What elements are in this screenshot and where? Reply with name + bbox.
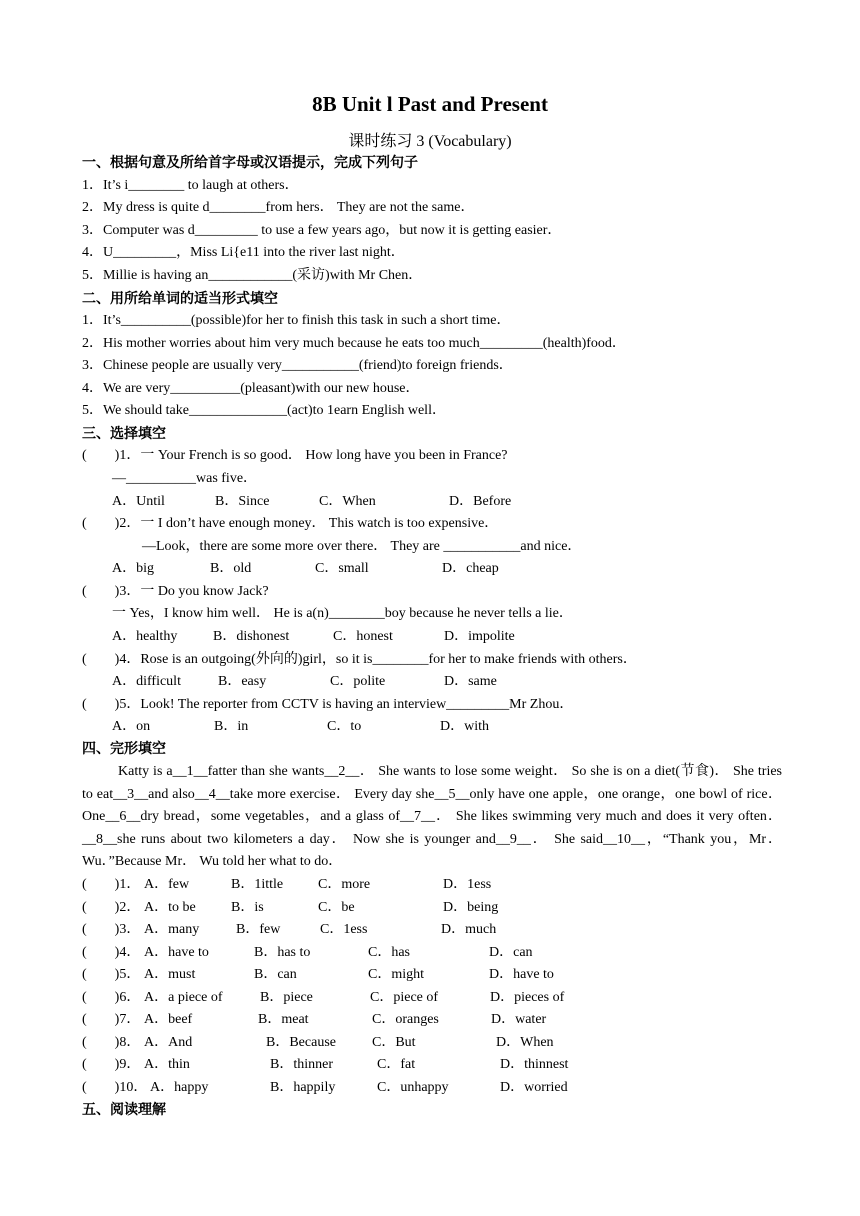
mc-option: A．healthy: [112, 629, 178, 644]
mc-option: D．impolite: [444, 629, 515, 644]
cloze-option: C．oranges: [372, 1012, 439, 1027]
cloze-option: B．Because: [266, 1035, 336, 1050]
cloze-option: A．beef: [144, 1012, 193, 1027]
page-subtitle: 课时练习 3 (Vocabulary): [348, 133, 512, 150]
s2-item: 4．We are very__________(pleasant)with our new house．: [82, 381, 420, 396]
cloze-option: A．happy: [150, 1080, 209, 1095]
mc-option: B．easy: [218, 674, 267, 689]
mc-question-line: —Look，there are some more over there． They are ___________and nice．: [142, 539, 582, 554]
cloze-option: D．thinnest: [500, 1057, 569, 1072]
s2-item: 5．We should take______________(act)to 1earn English well．: [82, 403, 446, 418]
cloze-option: C．fat: [377, 1057, 416, 1072]
cloze-option: D．can: [489, 945, 533, 960]
cloze-option: A．to be: [144, 900, 196, 915]
s1-item: 2．My dress is quite d________from hers． They are not the same．: [82, 200, 475, 215]
cloze-option: B．happily: [270, 1080, 336, 1095]
mc-option: C．polite: [330, 674, 386, 689]
s1-item: 3．Computer was d_________ to use a few years ago，but now it is getting easier．: [82, 223, 562, 238]
cloze-row-label: ( )4．: [82, 945, 141, 960]
cloze-option: B．1ittle: [231, 877, 284, 892]
mc-option: D．with: [440, 719, 489, 734]
mc-question-line: —__________was five．: [112, 471, 258, 486]
cloze-option: B．piece: [260, 990, 313, 1005]
cloze-option: D．have to: [489, 967, 554, 982]
cloze-row-label: ( )3．: [82, 922, 141, 937]
section2-heading: 二、用所给单词的适当形式填空: [82, 291, 278, 307]
cloze-row-label: ( )8．: [82, 1035, 141, 1050]
cloze-option: D．being: [443, 900, 499, 915]
section1-heading: 一、根据句意及所给首字母或汉语提示，完成下列句子: [82, 155, 418, 171]
mc-option: B．in: [214, 719, 249, 734]
cloze-option: A．thin: [144, 1057, 190, 1072]
mc-question: ( )4．Rose is an outgoing(外向的)girl，so it is________for her to make friends with others．: [82, 652, 637, 667]
cloze-option: C．piece of: [370, 990, 439, 1005]
s1-item: 5．Millie is having an____________(采访)with Mr Chen．: [82, 268, 423, 283]
cloze-option: D．pieces of: [490, 990, 565, 1005]
cloze-option: D．When: [496, 1035, 554, 1050]
page-title: 8B Unit l Past and Present: [312, 92, 548, 116]
cloze-row-label: ( )2．: [82, 900, 141, 915]
cloze-option: A．a piece of: [144, 990, 223, 1005]
cloze-option: C．has: [368, 945, 410, 960]
mc-option: D．same: [444, 674, 497, 689]
mc-option: B．old: [210, 561, 252, 576]
cloze-option: C．unhappy: [377, 1080, 449, 1095]
mc-option: A．difficult: [112, 674, 181, 689]
mc-option: A．on: [112, 719, 151, 734]
cloze-option: C．be: [318, 900, 355, 915]
mc-option: A．big: [112, 561, 154, 576]
mc-option: D．cheap: [442, 561, 499, 576]
cloze-option: A．must: [144, 967, 196, 982]
mc-option: C．honest: [333, 629, 393, 644]
mc-option: C．to: [327, 719, 362, 734]
mc-question: ( )5．Look! The reporter from CCTV is having an interview_________Mr Zhou．: [82, 697, 574, 712]
cloze-row-label: ( )10．: [82, 1080, 148, 1095]
s2-item: 2．His mother worries about him very much because he eats too much_________(health)food．: [82, 336, 626, 351]
s1-item: 4．U_________，Miss Li{e11 into the river last night．: [82, 245, 405, 260]
cloze-option: B．few: [236, 922, 281, 937]
cloze-option: C．But: [372, 1035, 416, 1050]
cloze-row-label: ( )7．: [82, 1012, 141, 1027]
cloze-option: B．meat: [258, 1012, 309, 1027]
mc-option: C．When: [319, 494, 376, 509]
mc-question: ( )2．一 I don’t have enough money． This watch is too expensive．: [82, 516, 499, 531]
s2-item: 3．Chinese people are usually very___________(friend)to foreign friends．: [82, 358, 513, 373]
cloze-passage: Katty is a__1__fatter than she wants__2__． She wants to lose some weight． So she is on a diet(节食)． She tries to eat__3__and also__4__take more exercise． Every day she__5__only have one apple，one orange，one bowl of rice． One__6__dry bread，some vegetables，and a glass of__7__． She likes swimming very much and does it very often．__8__she runs about two kilometers a day． Now she is younger and__9__． She said__10__，“Thank you，Mr． Wu．”Because Mr． Wu told her what to do．: [82, 764, 782, 869]
cloze-row-label: ( )9．: [82, 1057, 141, 1072]
section5-heading: 五、阅读理解: [82, 1102, 166, 1118]
cloze-option: C．might: [368, 967, 425, 982]
cloze-option: A．have to: [144, 945, 209, 960]
mc-option: C．small: [315, 561, 369, 576]
cloze-option: C．more: [318, 877, 371, 892]
cloze-option: A．And: [144, 1035, 193, 1050]
mc-question: ( )3．一 Do you know Jack?: [82, 584, 269, 599]
mc-option: A．Until: [112, 494, 165, 509]
section3-heading: 三、选择填空: [82, 426, 166, 442]
cloze-option: B．thinner: [270, 1057, 333, 1072]
s1-item: 1．It’s i________ to laugh at others．: [82, 178, 299, 193]
mc-question: ( )1．一 Your French is so good． How long have you been in France?: [82, 448, 508, 463]
cloze-option: B．is: [231, 900, 264, 915]
cloze-row-label: ( )5．: [82, 967, 141, 982]
section4-heading: 四、完形填空: [82, 741, 166, 757]
cloze-option: D．water: [491, 1012, 547, 1027]
cloze-option: C．1ess: [320, 922, 368, 937]
cloze-option: A．few: [144, 877, 190, 892]
cloze-row-label: ( )6．: [82, 990, 141, 1005]
cloze-option: A．many: [144, 922, 200, 937]
cloze-option: B．can: [254, 967, 297, 982]
cloze-option: D．much: [441, 922, 497, 937]
cloze-option: D．worried: [500, 1080, 568, 1095]
mc-option: B．Since: [215, 494, 270, 509]
cloze-option: B．has to: [254, 945, 311, 960]
cloze-row-label: ( )1．: [82, 877, 141, 892]
mc-option: D．Before: [449, 494, 512, 509]
mc-question-line: 一 Yes，I know him well． He is a(n)________boy because he never tells a lie．: [112, 606, 573, 621]
s2-item: 1．It’s__________(possible)for her to finish this task in such a short time．: [82, 313, 511, 328]
cloze-option: D．1ess: [443, 877, 492, 892]
mc-option: B．dishonest: [213, 629, 290, 644]
